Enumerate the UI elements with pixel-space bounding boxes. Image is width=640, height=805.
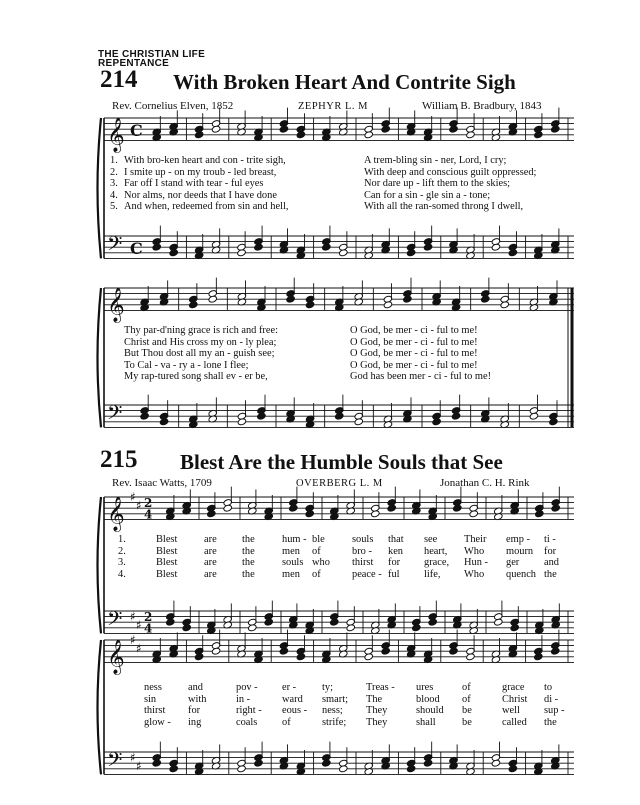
lyric-line: 5. And when, redeemed from sin and hell, With all the ran-somed throng I dwell, — [110, 201, 524, 213]
svg-text:C: C — [130, 238, 143, 258]
lyric-syllable: of — [282, 716, 291, 728]
lyric-syllable: peace - — [352, 568, 382, 580]
lyric-line: 1. With bro-ken heart and con - trite sigh, A trem-bling sin - ner, Lord, I cry; — [110, 155, 507, 166]
lyric-syllable: who — [312, 557, 330, 569]
lyric-syllable: that — [388, 534, 404, 545]
tune-name-214: ZEPHYR L. M — [298, 101, 368, 112]
lyric-syllable: the — [242, 545, 255, 557]
lyric-syllable: bro - — [352, 545, 372, 557]
lyric-syllable: Their — [464, 534, 487, 545]
lyric-syllable: ness; — [322, 705, 343, 717]
author-credit-214: Rev. Cornelius Elven, 1852 — [112, 100, 234, 112]
svg-text:2: 2 — [144, 610, 153, 625]
section-title: THE CHRISTIAN LIFE — [98, 49, 206, 60]
lyric-syllable: well — [502, 705, 520, 717]
lyric-syllable: Blest — [156, 568, 178, 580]
lyric-syllable: strife; — [322, 716, 347, 728]
lyric-syllable: the — [242, 557, 255, 569]
lyric-syllable: hum - — [282, 534, 307, 545]
lyric-syllable: They — [366, 716, 388, 728]
lyric-syllable: are — [204, 568, 217, 580]
lyric-syllable: ger — [506, 557, 520, 569]
verse-number: 3. — [118, 557, 126, 569]
svg-text:♯: ♯ — [136, 759, 142, 773]
svg-text:♯: ♯ — [130, 490, 136, 504]
lyric-syllable: smart; — [322, 693, 348, 705]
svg-text:♯: ♯ — [130, 750, 136, 765]
lyric-line: My rap-tured song shall ev - er be, God has been mer - ci - ful to me! — [124, 371, 492, 383]
lyric-syllable: of — [462, 693, 471, 705]
svg-text:2: 2 — [144, 496, 153, 511]
lyric-syllable: be — [462, 716, 472, 728]
lyric-syllable: are — [204, 534, 217, 545]
lyric-syllable: see — [424, 534, 438, 545]
verse-number: 4. — [118, 568, 126, 580]
lyric-syllable: are — [204, 557, 217, 569]
lyric-syllable: ty; — [322, 682, 333, 693]
svg-text:𝄢: 𝄢 — [107, 400, 123, 429]
lyric-syllable: to — [544, 682, 553, 693]
lyric-line: 3. Far off I stand with tear - ful eyes Nor dare up - lift them to the skies; — [110, 178, 511, 190]
lyric-syllable: Treas - — [366, 682, 395, 693]
lyric-syllable: the — [544, 716, 557, 728]
tune-name-215: OVERBERG L. M — [296, 478, 383, 489]
lyrics-214-system2 — [124, 325, 590, 383]
lyric-syllable: for — [188, 705, 201, 717]
lyric-syllable: of — [462, 682, 471, 693]
lyric-syllable: ful — [388, 568, 400, 580]
lyric-syllable: the — [544, 568, 557, 580]
lyric-syllable: the — [242, 568, 255, 580]
lyric-syllable: emp - — [506, 534, 530, 545]
lyric-syllable: Who — [464, 568, 485, 580]
svg-text:♯: ♯ — [136, 641, 142, 656]
svg-text:𝄞: 𝄞 — [107, 496, 125, 532]
verse-number: 2. — [118, 545, 126, 557]
svg-text:𝄢: 𝄢 — [107, 747, 123, 776]
lyric-syllable: thirst — [352, 557, 374, 569]
svg-text:♯: ♯ — [130, 633, 136, 647]
lyric-syllable: Christ — [502, 693, 528, 705]
lyric-syllable: ti - — [544, 534, 556, 545]
lyric-syllable: Blest — [156, 534, 178, 545]
lyric-syllable: for — [544, 545, 557, 557]
lyric-syllable: ble — [312, 534, 325, 545]
hymn-title-215: Blest Are the Humble Souls that See — [180, 450, 503, 474]
lyric-syllable: grace — [502, 682, 525, 693]
svg-text:♯: ♯ — [130, 609, 136, 624]
hymn-number-215: 215 — [100, 446, 138, 473]
lyric-line: But Thou dost all my an - guish see; O God, be mer - ci - ful to me! — [124, 348, 478, 360]
lyric-syllable: heart, — [424, 545, 448, 557]
lyric-syllable: glow - — [144, 716, 171, 728]
svg-text:𝄞: 𝄞 — [107, 287, 125, 323]
svg-text:C: C — [130, 120, 143, 140]
lyric-syllable: Blest — [156, 545, 178, 557]
lyric-line: 4. Nor alms, nor deeds that I have done Can for a sin - gle sin a - tone; — [110, 189, 491, 201]
lyric-line: Christ and His cross my on - ly plea; O God, be mer - ci - ful to me! — [124, 336, 478, 348]
lyric-syllable: ken — [388, 545, 404, 557]
lyric-syllable: thirst — [144, 705, 166, 717]
lyric-syllable: di - — [544, 693, 559, 705]
lyric-syllable: pov - — [236, 682, 258, 693]
svg-text:𝄞: 𝄞 — [107, 117, 125, 153]
svg-text:♯: ♯ — [136, 618, 142, 632]
svg-text:𝄢: 𝄢 — [107, 606, 123, 635]
svg-text:♯: ♯ — [136, 498, 142, 513]
svg-text:4: 4 — [144, 621, 153, 636]
lyric-line: To Cal - va - ry a - lone I flee; O God, be mer - ci - ful to me! — [124, 359, 478, 371]
hymn-number-214: 214 — [100, 66, 138, 93]
lyric-syllable: life, — [424, 568, 441, 580]
lyric-line: Thy par-d'ning grace is rich and free: O God, be mer - ci - ful to me! — [124, 325, 478, 336]
subsection-title: REPENTANCE — [98, 58, 170, 69]
lyric-syllable: mourn — [506, 545, 534, 557]
lyric-syllable: coals — [236, 716, 258, 728]
lyric-syllable: ing — [188, 716, 202, 728]
lyric-syllable: Hun - — [464, 557, 488, 569]
lyric-syllable: shall — [416, 716, 436, 728]
lyric-syllable: for — [388, 557, 401, 569]
lyric-syllable: are — [204, 545, 217, 557]
lyric-syllable: Who — [464, 545, 485, 557]
lyric-syllable: of — [312, 568, 321, 580]
lyric-syllable: be — [462, 705, 472, 717]
lyric-line: 2. I smite up - on my troub - led breast, With deep and conscious guilt oppressed; — [110, 166, 537, 178]
svg-text:4: 4 — [144, 507, 153, 522]
lyric-syllable: and — [544, 557, 560, 569]
lyric-syllable: of — [312, 545, 321, 557]
svg-text:𝄞: 𝄞 — [107, 639, 125, 675]
lyric-syllable: and — [188, 682, 204, 693]
verse-number: 1. — [118, 534, 126, 545]
lyric-syllable: ness — [144, 682, 162, 693]
lyric-syllable: sup - — [544, 705, 565, 717]
lyric-syllable: should — [416, 705, 444, 717]
lyric-syllable: souls — [282, 557, 304, 569]
lyric-syllable: blood — [416, 693, 440, 705]
lyric-syllable: right - — [236, 705, 262, 717]
author-credit-215: Rev. Isaac Watts, 1709 — [112, 477, 212, 489]
lyric-syllable: men — [282, 568, 300, 580]
lyric-syllable: souls — [352, 534, 374, 545]
hymn-title-214: With Broken Heart And Contrite Sigh — [173, 70, 516, 94]
lyric-syllable: quench — [506, 568, 537, 580]
lyric-syllable: eous - — [282, 705, 308, 717]
lyric-syllable: the — [242, 534, 255, 545]
lyrics-214-system1 — [110, 155, 584, 213]
lyric-syllable: They — [366, 705, 388, 717]
lyric-syllable: Blest — [156, 557, 178, 569]
lyric-syllable: men — [282, 545, 300, 557]
svg-text:𝄢: 𝄢 — [107, 231, 123, 260]
lyric-syllable: called — [502, 716, 527, 728]
lyric-syllable: The — [366, 693, 383, 705]
lyric-syllable: grace, — [424, 557, 450, 569]
composer-credit-215: Jonathan C. H. Rink — [440, 477, 530, 489]
composer-credit-214: William B. Bradbury, 1843 — [422, 100, 542, 112]
lyric-syllable: er - — [282, 682, 297, 693]
lyric-syllable: in - — [236, 693, 251, 705]
lyric-syllable: sin — [144, 693, 157, 705]
lyric-syllable: ures — [416, 682, 434, 693]
lyric-syllable: ward — [282, 693, 303, 705]
lyric-syllable: with — [188, 693, 207, 705]
